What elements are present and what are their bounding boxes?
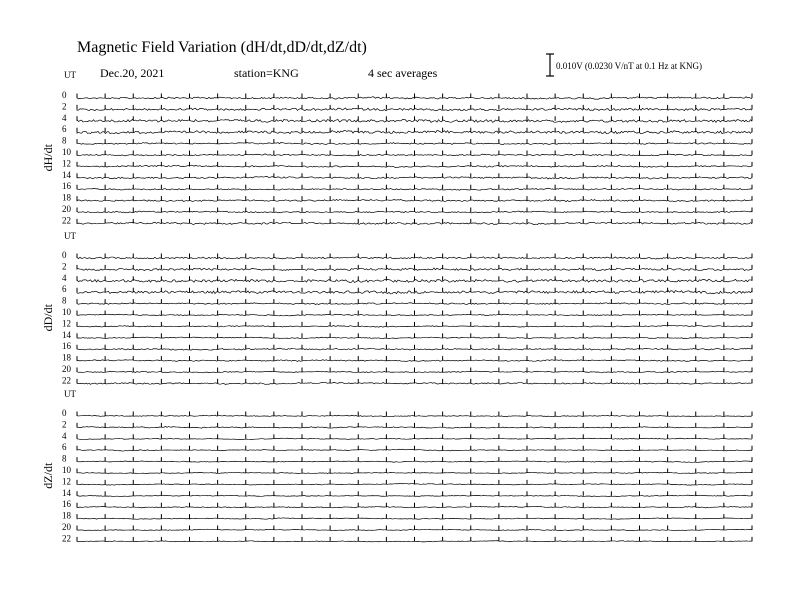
row-hour-label: 2 [62, 419, 67, 430]
row-hour-label: 22 [62, 533, 71, 544]
row-hour-label: 6 [62, 124, 67, 135]
panel-ylabel: dZ/dt [41, 462, 55, 489]
row-hour-label: 0 [62, 250, 67, 260]
row-hour-label: 2 [62, 261, 67, 272]
row-hour-label: 22 [62, 375, 71, 386]
row-hour-label: 12 [62, 476, 71, 487]
row-hour-label: 12 [62, 158, 71, 169]
row-hour-label: 4 [62, 430, 67, 441]
chart-title: Magnetic Field Variation (dH/dt,dD/dt,dZ/dt) [77, 39, 367, 56]
row-hour-label: 16 [62, 181, 71, 192]
row-hour-label: 14 [62, 487, 71, 498]
row-hour-label: 2 [62, 101, 67, 112]
row-hour-label: 0 [62, 90, 67, 100]
row-hour-label: 16 [62, 341, 71, 352]
row-hour-label: 8 [62, 295, 67, 306]
station-label: station=KNG [234, 66, 299, 80]
row-hour-label: 20 [62, 204, 71, 214]
row-hour-label: 18 [62, 510, 71, 521]
row-hour-label: 20 [62, 364, 71, 374]
row-hour-label: 4 [62, 272, 67, 283]
row-hour-label: 6 [62, 284, 67, 295]
row-hour-label: 14 [62, 169, 71, 180]
row-hour-label: 0 [62, 408, 67, 418]
row-hour-label: 22 [62, 215, 71, 226]
averaging-label: 4 sec averages [368, 66, 438, 80]
row-hour-label: 10 [62, 147, 71, 157]
row-hour-label: 18 [62, 352, 71, 363]
ut-axis-label: UT [64, 389, 76, 399]
panel-dZ-dt [41, 389, 752, 543]
row-hour-label: 16 [62, 499, 71, 510]
date-label: Dec.20, 2021 [100, 66, 165, 80]
row-hour-label: 8 [62, 453, 67, 464]
row-hour-label: 12 [62, 318, 71, 329]
row-hour-label: 20 [62, 522, 71, 532]
panel-dH-dt [41, 70, 752, 225]
scale-label: 0.010V (0.0230 V/nT at 0.1 Hz at KNG) [556, 61, 702, 71]
ut-axis-label: UT [64, 70, 76, 80]
panel-ylabel: dH/dt [41, 144, 55, 172]
row-hour-label: 18 [62, 192, 71, 203]
row-hour-label: 14 [62, 329, 71, 340]
row-hour-label: 4 [62, 112, 67, 123]
row-hour-label: 10 [62, 307, 71, 317]
row-hour-label: 6 [62, 442, 67, 453]
row-hour-label: 10 [62, 465, 71, 475]
row-hour-label: 8 [62, 135, 67, 146]
ut-axis-label: UT [64, 231, 76, 241]
panel-dD-dt [41, 231, 752, 385]
panel-ylabel: dD/dt [41, 304, 55, 332]
